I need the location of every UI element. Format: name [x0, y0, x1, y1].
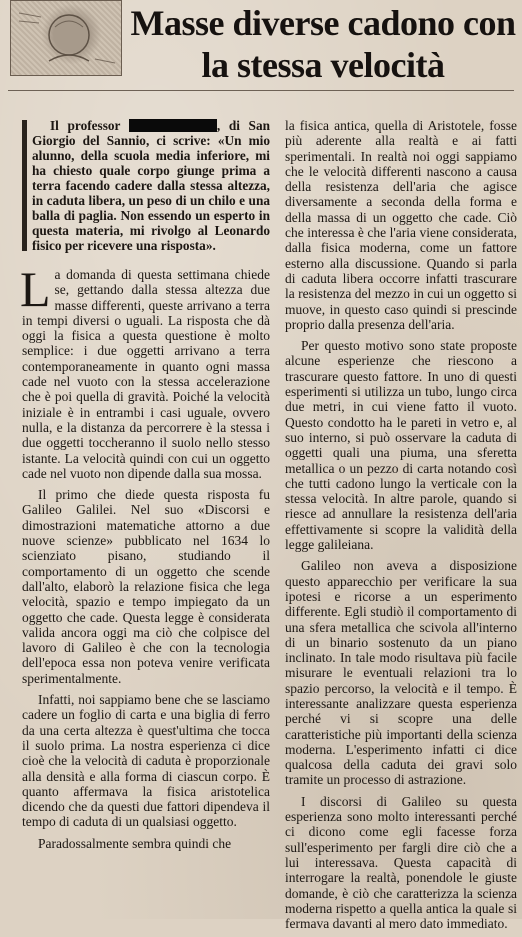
- redacted-name: [129, 119, 217, 132]
- paragraph: Infatti, noi sappiamo bene che se lasciamo cadere un foglio di carta e una biglia di ferro da una certa altezza è quest'ultima che tocca il suolo prima. La nostra esperienza ci dice cioè che la velocità di caduta è proporzionale alla densità e alla forma di ciascun corpo. È quanto affermava la fisica aristotelica dicendo che da questi due fattori dipendeva il tempo di caduta di un qualsiasi oggetto.: [22, 692, 270, 830]
- paragraph: Paradossalmente sembra quindi che: [38, 835, 232, 851]
- drop-cap: L: [20, 261, 51, 317]
- intro-after-name: , di San Giorgio del Sannio, ci scrive: «Un mio alunno, della scuola media inferiore, mi ha chiesto quale corpo giunge prima a terra facendo cadere dalla stessa altezza, in caduta libera, un peso di un chilo e una balla di paglia. Non essendo un esperto in questa materia, mi rivolgo al Leonardo fisico per ricevere una risposta».: [32, 118, 270, 253]
- left-column: [22, 118, 270, 857]
- paragraph: La domanda di questa settimana chiede se, gettando dalla stessa altezza due masse differenti, queste arrivano a terra in tempi diversi o uguali. La risposta che dà oggi la fisica a questa questione è molto semplice: i due oggetti arrivano a terra contemporaneamente in quanto ogni massa cade nel vuoto con la stessa accelerazione che è poi quella di gravità. Poiché la velocità iniziale è in entrambi i casi uguale, ovvero nulla, e la distanza da percorrere è la stessa i due oggetti toccheranno il suolo nello stesso istante. La velocità quindi con cui un oggetto cade nel vuoto non dipende dalla sua mossa.: [20, 261, 270, 481]
- article-headline: Masse diverse cadono con la stessa velocità: [130, 3, 516, 85]
- paragraph: Galileo non aveva a disposizione questo apparecchio per verificare la sua ipotesi e ricorse a un esperimento differente. Egli studiò il comportamento di una sfera metallica che scivola all'interno di un binario sostenuto da un piano inclinato. In tale modo risultava più facile misurare le eventuali relazioni tra lo spazio percorso, la velocità e il tempo. È interessante analizzare questa esperienza perché vi si scopre una delle caratteristiche più importanti della scienza moderna. L'esperimento infatti ci dice qualcosa della caduta dei gravi solo tramite un processo di astrazione.: [285, 558, 517, 788]
- divider: [8, 90, 514, 91]
- right-column: [285, 118, 517, 937]
- paragraph: Per questo motivo sono state proposte alcune esperienze che riescono a trascurare questo fattore. In uno di questi esperimenti si utilizza un tubo, lungo circa due metri, in cui viene fatto il vuoto. Questo condotto ha le pareti in vetro e, al suo interno, si può osservare la caduta di oggetti quali una piuma, una sferetta metallica o un pezzo di carta notando così che tutti cadono lungo la verticale con la stessa velocità. In altre parole, quando si riesce ad annullare la resistenza dell'aria effettivamente si scopre la validità della legge galileiana.: [285, 338, 517, 553]
- paragraph: I discorsi di Galileo su questa esperienza sono molto interessanti perché ci dicono come egli facesse forza sull'esperimento per fargli dire ciò che a lui interessava. Questa capacità di interrogare la realtà, ponendole le giuste domande, è ciò che caratterizza la scienza moderna rispetto a quella antica la quale si fermava davanti al mero dato immediato.: [285, 793, 517, 932]
- reader-question: [22, 118, 270, 253]
- paragraph: la fisica antica, quella di Aristotele, fosse più aderente alla realtà e ai fatti sperimentali. In realtà noi oggi sappiamo che le velocità differenti nascono a causa della resistenza dell'aria che agisce diversamente a seconda della forma e della massa di un oggetto che cade. Ciò che interessa è che l'aria viene considerata, dalla fisica moderna, come un fattore esterno alla discussione. Quando si parla di caduta libera occorre infatti trascurare la resistenza del mezzo in cui un oggetto si muove, in questo caso quindi si prescinde proprio dalla presenza dell'aria.: [285, 118, 517, 332]
- leonardo-sketch-icon: [10, 0, 122, 76]
- intro-before-name: Il professor: [50, 118, 121, 133]
- paragraph: Il primo che diede questa risposta fu Galileo Galilei. Nel suo «Discorsi e dimostrazioni matematiche attorno a due nuove scienze» pubblicato nel 1634 lo scienziato pisano, studiando il comportamento di un oggetto che scende dall'alto, elaborò la relazione fisica che lega velocità, spazio e tempo impiegato da un oggetto che cade. Questa legge è considerata valida ancora oggi ma ciò che colpisce del lavoro di Galileo è che con la tecnologia dell'epoca essa non poteva venire verificata sperimentalmente.: [22, 487, 270, 686]
